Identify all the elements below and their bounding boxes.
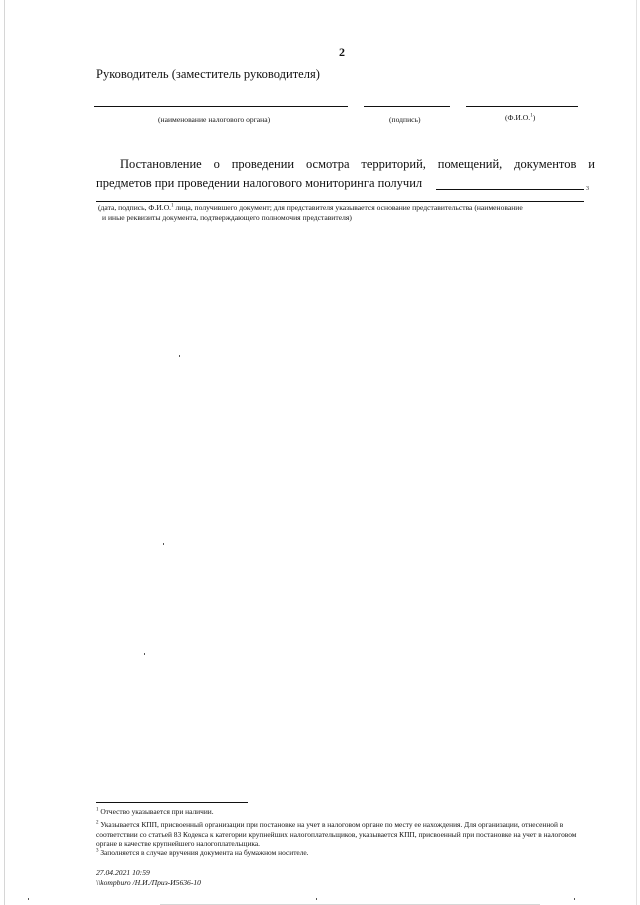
scan-speck xyxy=(144,653,145,655)
receipt-footnote-mark: 3 xyxy=(586,186,589,192)
scan-edge-right xyxy=(636,0,637,905)
stamp-reference: \\kompburo /Н.И./Приз-И5636-10 xyxy=(96,878,201,887)
footnote-3: $^3$ Заполняется в случае вручения документа на бумажном носителе. xyxy=(96,848,309,857)
org-name-line xyxy=(94,106,348,107)
footnotes xyxy=(96,807,588,857)
scan-speck xyxy=(28,898,29,900)
footnote-2: $^2$ Указывается КПП, присвоенный организации при постановке на учет в налоговом органе по месту ее нахождения. Для организации, отнесенной в соответствии со статьей 83 Кодекса к категории крупнейших налогоплательщиков, указывается КПП, присвоенный при постановке на учет в налоговом органе в качестве крупнейшего налогоплательщика. xyxy=(96,820,577,848)
caption-org: (наименование налогового органа) xyxy=(158,115,271,124)
receipt-fill-line2 xyxy=(96,201,584,202)
receipt-fill-line1 xyxy=(436,189,584,190)
caption-fio: (Ф.И.О.$^1$) xyxy=(505,113,536,122)
receipt-text-line2: предметов при проведении налогового мониторинга получил xyxy=(96,176,423,190)
receipt-caption-line2: и иные реквизиты документа, подтверждающего полномочия представителя) xyxy=(102,213,352,222)
page-number: 2 xyxy=(339,45,345,59)
head-title: Руководитель (заместитель руководителя) xyxy=(96,67,320,81)
footnote-separator xyxy=(96,802,248,803)
scan-speck xyxy=(179,355,180,357)
scan-speck xyxy=(316,898,317,900)
scan-speck xyxy=(574,898,575,900)
scan-edge-left xyxy=(4,0,5,905)
signature-line xyxy=(364,106,450,107)
fio-line xyxy=(466,106,578,107)
scan-speck xyxy=(163,543,164,545)
stamp-date: 27.04.2021 10:59 xyxy=(96,868,150,877)
receipt-text-line1: Постановление о проведении осмотра территорий, помещений, документов и xyxy=(120,157,595,171)
footnote-1: $^1$ Отчество указывается при наличии. xyxy=(96,807,214,816)
caption-signature: (подпись) xyxy=(389,115,421,124)
receipt-caption-line1: (дата, подпись, Ф.И.О.$^1$ лица, получившего документ; для представителя указывается основание представительства (наименование xyxy=(98,203,523,212)
